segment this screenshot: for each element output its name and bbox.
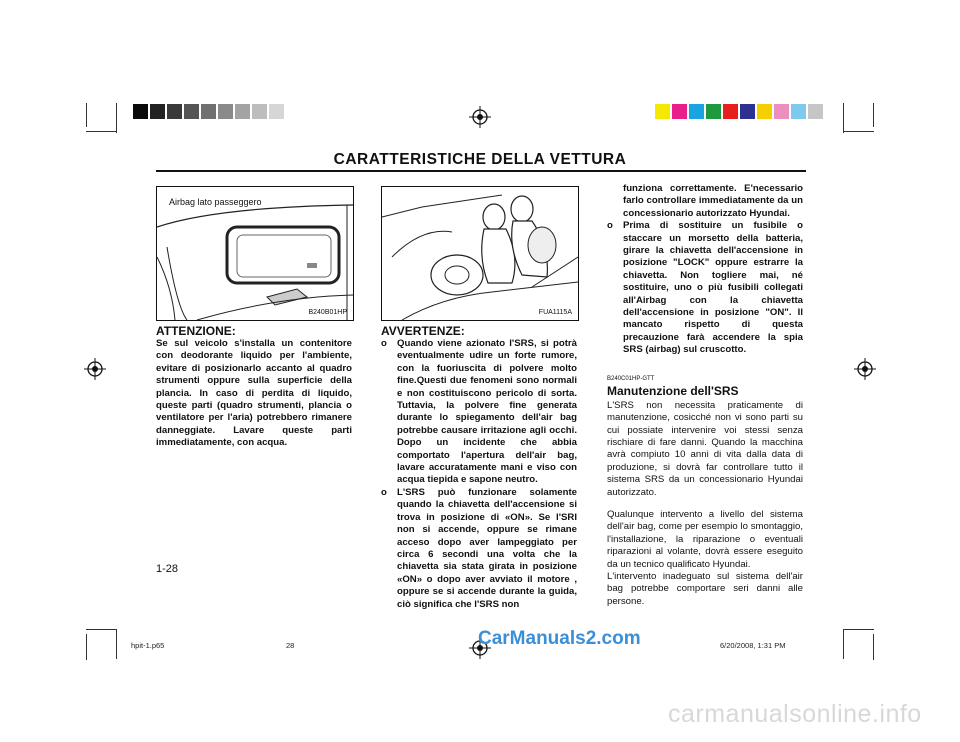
color-swatch	[808, 104, 823, 119]
gray-swatch	[269, 104, 284, 119]
color-swatch	[791, 104, 806, 119]
figure-caption: Airbag lato passeggero	[169, 197, 262, 207]
crop-mark	[86, 634, 87, 660]
bullet-mark: o	[607, 220, 613, 232]
color-swatch	[655, 104, 670, 119]
color-swatch	[740, 104, 755, 119]
crop-mark	[843, 103, 844, 133]
color-swatch	[672, 104, 687, 119]
footer-page: 28	[286, 641, 295, 650]
list-item-text: Prima di sostituire un fusibile o staccare un morsetto della batteria, girare la chiavetta dell'accensione in posizione "LOCK" oppure estrarre la chiavetta. Non togliere mai, né sostituire, uno o più fusibili collegati all'Airbag con la chiavetta dell'accensione in posizione "ON". Il mancato rispetto di questa precauzione farà accendere la spia SRS (airbag) sul cruscotto.	[623, 220, 803, 356]
crop-mark	[873, 103, 874, 127]
gray-swatch	[184, 104, 199, 119]
crop-mark	[873, 634, 874, 660]
figure-code: B240B01HP	[308, 309, 347, 316]
gray-swatch	[133, 104, 148, 119]
header-rule	[156, 170, 806, 172]
list-item-text: Quando viene azionato l'SRS, si potrà eventualmente udire un forte rumore, con la fuoriuscita di polvere molto fine.Questi due fenomeni sono normali e non costituiscono pericolo di sorta. Tuttavia, la polvere fine generata durante lo spiegamento dell'air bag potrebbe causare irritazione agli occhi. Dopo un incidente che abbia comportato l'apertura dell'air bag, lavare accuratamente mani e viso con acqua tiepida e sapone neutro.	[397, 338, 577, 486]
gray-swatch	[252, 104, 267, 119]
crop-mark	[116, 629, 117, 659]
bullet-mark: o	[381, 338, 387, 349]
color-swatch	[689, 104, 704, 119]
crop-mark	[86, 103, 87, 127]
carmanuals-logo[interactable]: CarManuals2.com	[478, 628, 641, 649]
section-title: Manutenzione dell'SRS	[607, 383, 739, 398]
attenzione-section	[156, 324, 352, 450]
crop-mark	[116, 103, 117, 133]
paragraph: L'intervento inadeguato sul sistema dell'air bag potrebbe comportare seri danni alle persone.	[607, 570, 803, 607]
registration-mark-icon	[854, 358, 876, 380]
crop-mark	[86, 131, 116, 132]
page-number: 1-28	[156, 563, 179, 575]
footer-date: 6/20/2008, 1:31 PM	[720, 641, 786, 650]
crop-mark	[844, 131, 874, 132]
crop-mark	[843, 629, 844, 659]
site-watermark[interactable]: carmanualsonline.info	[668, 700, 922, 728]
paragraph: L'SRS non necessita praticamente di manutenzione, cosicché non vi sono parti su cui possiate intervenire voi stessi senza rischiare di fare danni. Quando la macchina avrà compiuto 10 anni di vita dalla data di produzione, si dovrà far controllare tutto il sistema SRS da un concessionario Hyundai autorizzato.	[607, 399, 803, 498]
list-item	[381, 338, 577, 487]
color-swatch	[774, 104, 789, 119]
registration-mark-icon	[469, 106, 491, 128]
bullet-mark: o	[381, 486, 387, 498]
section-code: B240C01HP-GTT	[607, 375, 655, 382]
avvertenze-title: AVVERTENZE:	[381, 324, 465, 338]
gray-swatch	[235, 104, 250, 119]
list-item-text: L'SRS può funzionare solamente quando la chiavetta dell'accensione si trova in posizione di «ON». Se l'SRI non si accende, oppure se rimane acceso dopo aver lampeggiato per circa 6 secondi una volta che la chiavetta sia stata girata in posizione «ON» o dopo aver avviato il motore , oppure se si accende durante la guida, ciò significa che l'SRS non	[397, 486, 577, 610]
list-item	[381, 487, 577, 611]
figure-code: FUA1115A	[538, 309, 572, 316]
attenzione-title: ATTENZIONE:	[156, 324, 236, 338]
color-swatch	[723, 104, 738, 119]
crop-mark	[86, 629, 116, 630]
color-swatch	[706, 104, 721, 119]
airbag-deployment-illustration-icon	[382, 187, 578, 320]
avvertenze-section	[381, 324, 577, 611]
right-column	[607, 183, 803, 608]
airbag-deployment-figure	[381, 186, 579, 321]
page-title: CARATTERISTICHE DELLA VETTURA	[333, 151, 627, 168]
gray-swatch	[150, 104, 165, 119]
crop-mark	[844, 629, 874, 630]
paragraph: Qualunque intervento a livello del sistema dell'air bag, come per esempio lo smontaggio, l'installazione, la riparazione o eventuali riparazioni al volante, dovrà essere eseguito da un tecnico qualificato Hyundai.	[607, 508, 803, 570]
footer-file: hpit-1.p65	[131, 641, 165, 650]
attenzione-text: Se sul veicolo s'installa un contenitore con deodorante liquido per l'ambiente, evitare di posizionarlo accanto al quadro strumenti oppure sulla superficie della plancia. In caso di perdita di liquido, queste parti (quadro strumenti, plancia o ventilatore per l'aria) potrebbero rimanere danneggiate. Lavare queste parti immediatamente, con acqua.	[156, 338, 352, 449]
registration-mark-icon	[84, 358, 106, 380]
list-item	[607, 220, 803, 356]
passenger-airbag-figure	[156, 186, 354, 321]
color-swatch	[757, 104, 772, 119]
gray-swatch	[218, 104, 233, 119]
gray-swatch	[201, 104, 216, 119]
continuation-text: funziona correttamente. E'necessario farlo controllare immediatamente da un concessionario autorizzato Hyundai.	[623, 183, 803, 219]
gray-swatch	[167, 104, 182, 119]
